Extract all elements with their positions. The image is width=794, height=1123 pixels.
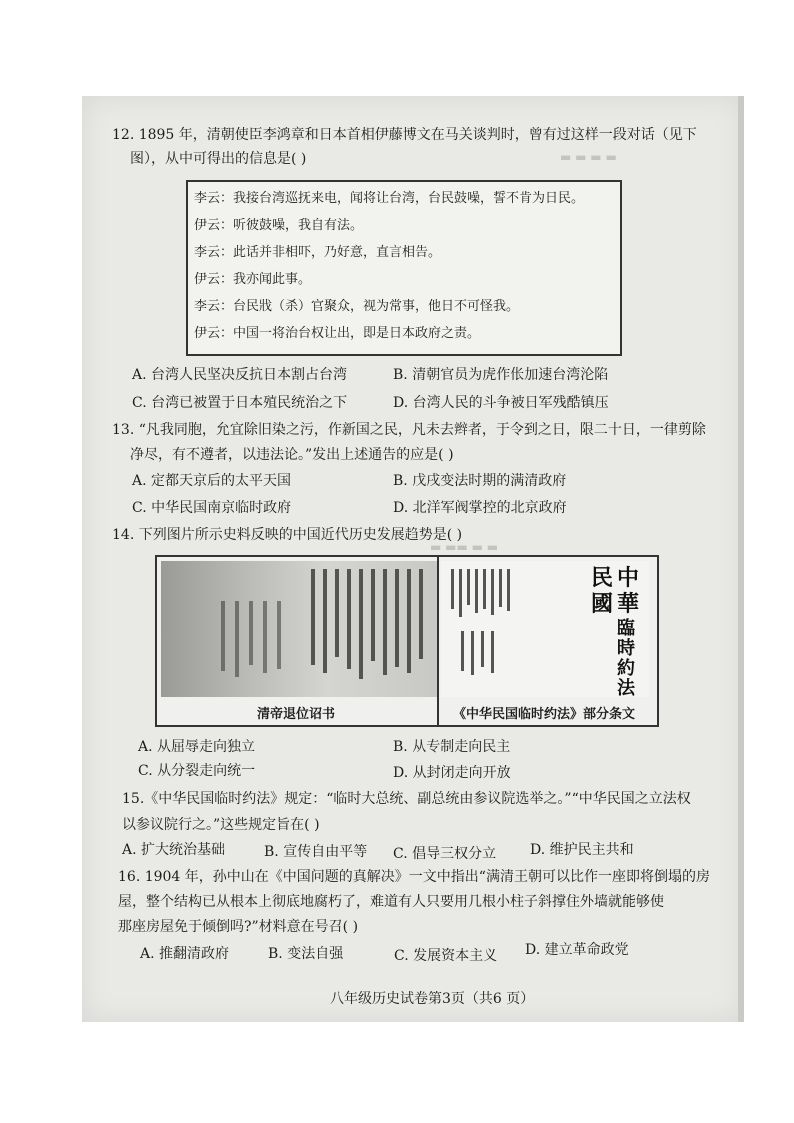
q12-stem-line2: 图），从中可得出的信息是( ) [130, 151, 307, 167]
q13-option-c[interactable]: C. 中华民国南京临时政府 [132, 500, 292, 516]
show-through-mark: ▬ ▬▬ ▬ ▬ [430, 540, 499, 554]
dialogue-line: 伊云：中国一将治台权让出，即是日本政府之责。 [194, 326, 481, 341]
q15-stem-line2: 以参议院行之。”这些规定旨在( ) [122, 817, 320, 833]
q12-option-c[interactable]: C. 台湾已被置于日本殖民统治之下 [132, 395, 348, 411]
q15-option-c[interactable]: C. 倡导三权分立 [393, 846, 497, 862]
constitution-title-left: 民國 [591, 565, 614, 617]
show-through-mark: ▬ ▬ ▬ ▬ [560, 150, 617, 164]
q14-option-d[interactable]: D. 从封闭走向开放 [393, 765, 511, 781]
q15-option-d[interactable]: D. 维护民主共和 [530, 842, 634, 858]
q14-option-b[interactable]: B. 从专制走向民主 [393, 739, 511, 755]
q12-option-b[interactable]: B. 清朝官员为虎作伥加速台湾沦陷 [393, 367, 609, 383]
constitution-title-right: 中華 [617, 565, 640, 617]
q16-option-b[interactable]: B. 变法自强 [268, 946, 344, 962]
figure-divider [437, 557, 439, 725]
caption-abdication-edict: 清帝退位诏书 [257, 707, 336, 722]
caption-provisional-constitution: 《中华民国临时约法》部分条文 [453, 707, 636, 722]
q13-option-d[interactable]: D. 北洋军阀掌控的北京政府 [393, 500, 567, 516]
q14-option-c[interactable]: C. 从分裂走向统一 [138, 763, 256, 779]
q14-option-a[interactable]: A. 从屈辱走向独立 [138, 739, 256, 755]
dialogue-line: 李云：台民戕（杀）官聚众，视为常事，他日不可怪我。 [194, 299, 520, 314]
dialogue-line: 李云：我接台湾巡抚来电，闻将让台湾，台民鼓噪，誓不肯为日民。 [194, 191, 585, 206]
abdication-edict-photo [161, 561, 437, 697]
page-edge [738, 96, 744, 1022]
q16-option-c[interactable]: C. 发展资本主义 [394, 948, 498, 964]
dialogue-line: 伊云：我亦闻此事。 [194, 272, 312, 287]
q15-option-b[interactable]: B. 宣传自由平等 [264, 844, 368, 860]
q13-option-a[interactable]: A. 定都天京后的太平天国 [132, 473, 292, 489]
q15-option-a[interactable]: A. 扩大统治基础 [122, 842, 226, 858]
q15-stem-line1: 15.《中华民国临时约法》规定：“临时大总统、副总统由参议院选举之。”“中华民国之立法权 [122, 791, 691, 807]
constitution-title-bottom: 臨時約法 [617, 618, 635, 697]
q13-stem-line1: 13. “凡我同胞，允宜除旧染之污，作新国之民，凡未去辫者，于令到之日，限二十日，一律剪除 [112, 422, 706, 438]
q13-stem-line2: 净尽，有不遵者，以违法论。”发出上述通告的应是( ) [130, 447, 454, 463]
dialogue-line: 李云：此话并非相吓，乃好意，直言相告。 [194, 245, 442, 260]
q14-stem: 14. 下列图片所示史料反映的中国近代历史发展趋势是( ) [112, 527, 463, 543]
q16-option-d[interactable]: D. 建立革命政党 [525, 942, 629, 958]
provisional-constitution-photo [441, 561, 649, 697]
q16-stem-line2: 屋，整个结构已从根本上彻底地腐朽了，难道有人只要用几根小柱子斜撑住外墙就能够使 [118, 894, 664, 910]
q12-option-a[interactable]: A. 台湾人民坚决反抗日本割占台湾 [132, 367, 348, 383]
q16-stem-line3: 那座房屋免于倾倒吗?”材料意在号召( ) [118, 919, 359, 935]
q12-stem-line1: 12. 1895 年，清朝使臣李鸿章和日本首相伊藤博文在马关谈判时，曾有过这样一段对话（见下 [112, 127, 697, 143]
q13-option-b[interactable]: B. 戊戌变法时期的满清政府 [393, 473, 567, 489]
page-footer: 八年级历史试卷第3页（共6 页） [330, 991, 535, 1007]
q12-option-d[interactable]: D. 台湾人民的斗争被日军残酷镇压 [393, 395, 609, 411]
q16-stem-line1: 16. 1904 年，孙中山在《中国问题的真解决》一文中指出“满清王朝可以比作一座即将倒塌的房 [118, 869, 710, 885]
dialogue-box [186, 180, 622, 356]
dialogue-line: 伊云：听彼鼓噪，我自有法。 [194, 218, 364, 233]
q16-option-a[interactable]: A. 推翻清政府 [140, 946, 230, 962]
historical-documents-figure [155, 555, 659, 727]
